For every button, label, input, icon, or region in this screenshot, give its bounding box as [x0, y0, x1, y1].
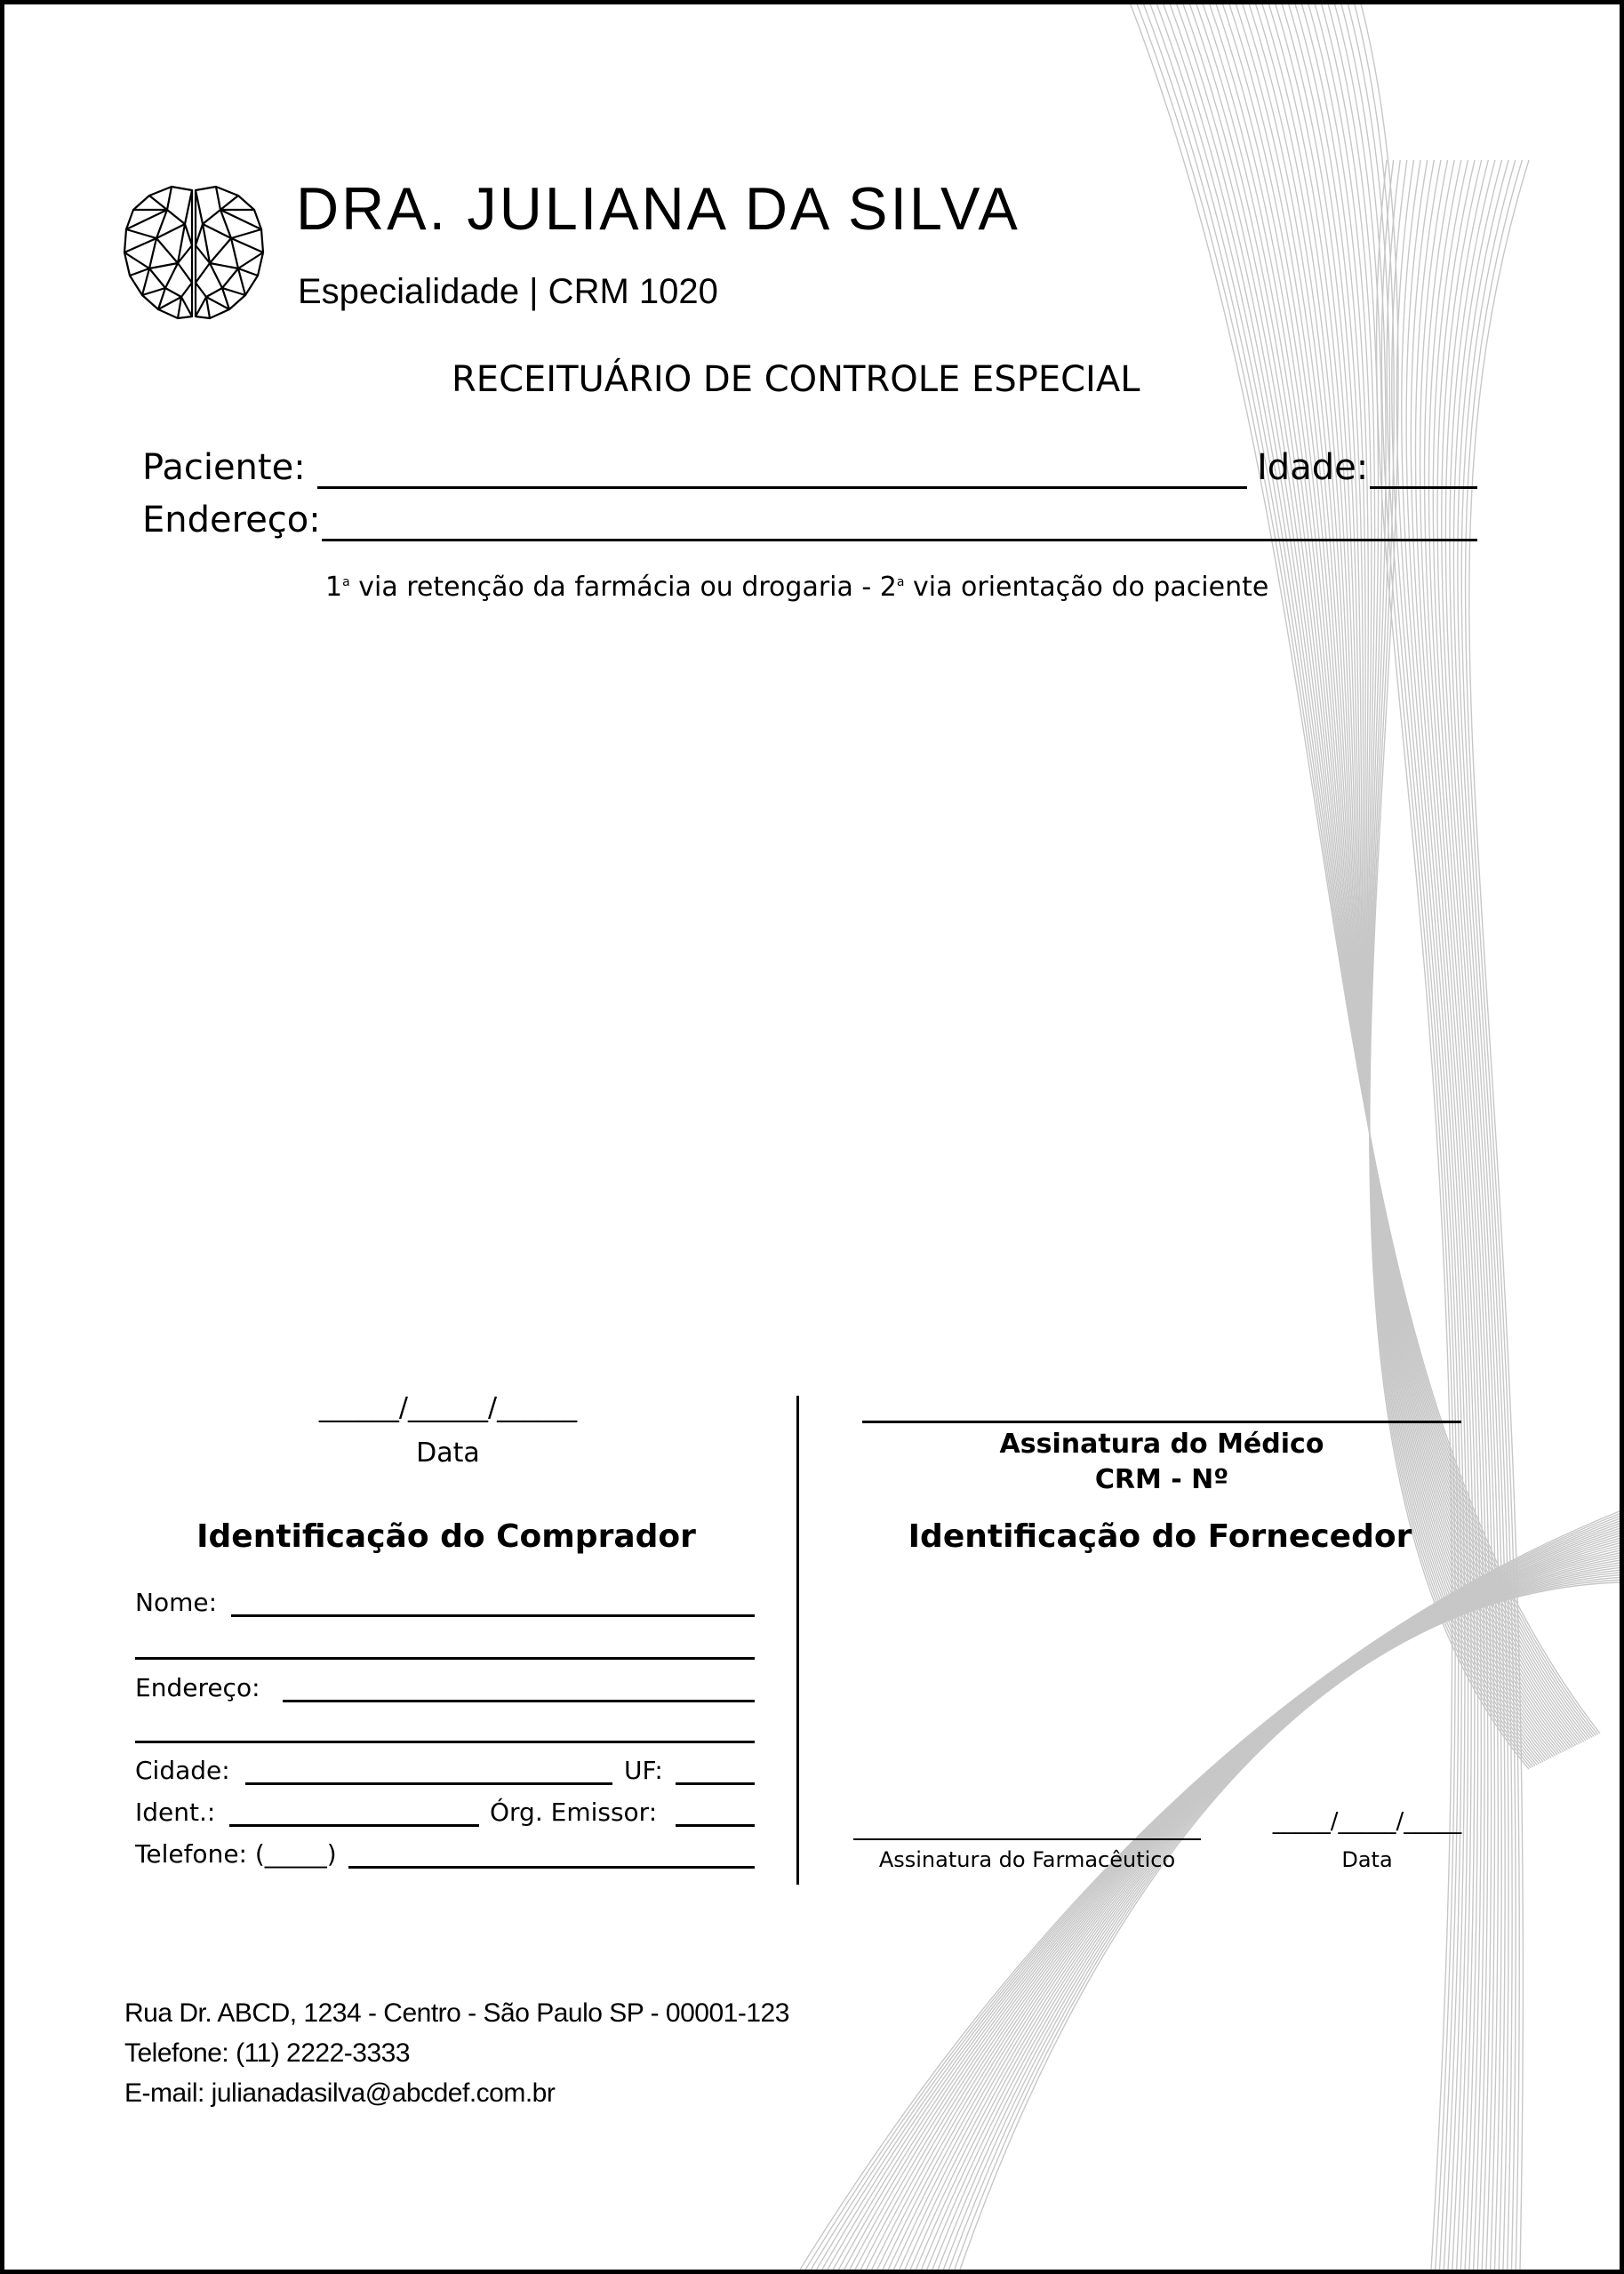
- doctor-name: DRA. JULIANA DA SILVA: [296, 175, 1020, 243]
- specialty-crm: Especialidade | CRM 1020: [298, 272, 718, 311]
- prescriber-date-label: Data: [416, 1437, 480, 1469]
- buyer-id-line[interactable]: [229, 1824, 479, 1827]
- buyer-section-title: Identificação do Comprador: [196, 1518, 696, 1555]
- buyer-address-line-2[interactable]: [135, 1741, 755, 1743]
- buyer-address-label: Endereço:: [135, 1673, 260, 1702]
- patient-address-label: Endereço:: [142, 500, 321, 540]
- buyer-name-line[interactable]: [231, 1614, 755, 1617]
- buyer-phone-line[interactable]: [348, 1866, 755, 1869]
- buyer-name-line-2[interactable]: [135, 1657, 755, 1660]
- supplier-date-slots[interactable]: _____/_____/_____: [1272, 1808, 1462, 1835]
- buyer-city-line[interactable]: [245, 1782, 612, 1785]
- pharmacist-signature-label: Assinatura do Farmacêutico: [878, 1847, 1176, 1872]
- patient-age-line[interactable]: [1370, 486, 1477, 489]
- buyer-address-line[interactable]: [283, 1700, 755, 1702]
- buyer-issuer-line[interactable]: [676, 1824, 755, 1827]
- doctor-signature-line[interactable]: [862, 1421, 1461, 1423]
- buyer-city-label: Cidade:: [135, 1756, 230, 1785]
- document-title: RECEITUÁRIO DE CONTROLE ESPECIAL: [452, 359, 1140, 400]
- buyer-uf-label: UF:: [624, 1756, 663, 1785]
- buyer-id-label: Ident.:: [135, 1798, 216, 1827]
- buyer-uf-line[interactable]: [676, 1782, 755, 1785]
- footer-email[interactable]: E-mail: julianadasilva@abcdef.com.br: [124, 2078, 556, 2108]
- patient-age-label: Idade:: [1257, 447, 1369, 488]
- supplier-section-title: Identificação do Fornecedor: [908, 1518, 1412, 1555]
- supplier-date-label: Data: [1341, 1847, 1393, 1872]
- doctor-signature-label: Assinatura do Médico: [999, 1429, 1324, 1460]
- patient-address-line[interactable]: [322, 539, 1477, 541]
- patient-name-line[interactable]: [317, 486, 1247, 489]
- doctor-crm-label: CRM - Nº: [1094, 1464, 1229, 1495]
- prescriber-date-slots[interactable]: ______/______/______: [318, 1392, 578, 1423]
- footer-phone: Telefone: (11) 2222-3333: [124, 2038, 411, 2068]
- copies-note: 1$^a$ via retenção da farmácia ou drogaria - 2$^a$ via orientação do paciente: [325, 572, 1269, 603]
- pharmacist-signature-line[interactable]: [853, 1838, 1201, 1840]
- buyer-phone-label: Telefone: (_____): [135, 1839, 337, 1869]
- patient-name-label: Paciente:: [142, 447, 306, 488]
- column-divider: [796, 1396, 799, 1885]
- brain-icon: [123, 183, 265, 322]
- buyer-issuer-label: Órg. Emissor:: [490, 1798, 658, 1827]
- footer-address: Rua Dr. ABCD, 1234 - Centro - São Paulo SP - 00001-123: [124, 1998, 789, 2028]
- buyer-name-label: Nome:: [135, 1588, 218, 1617]
